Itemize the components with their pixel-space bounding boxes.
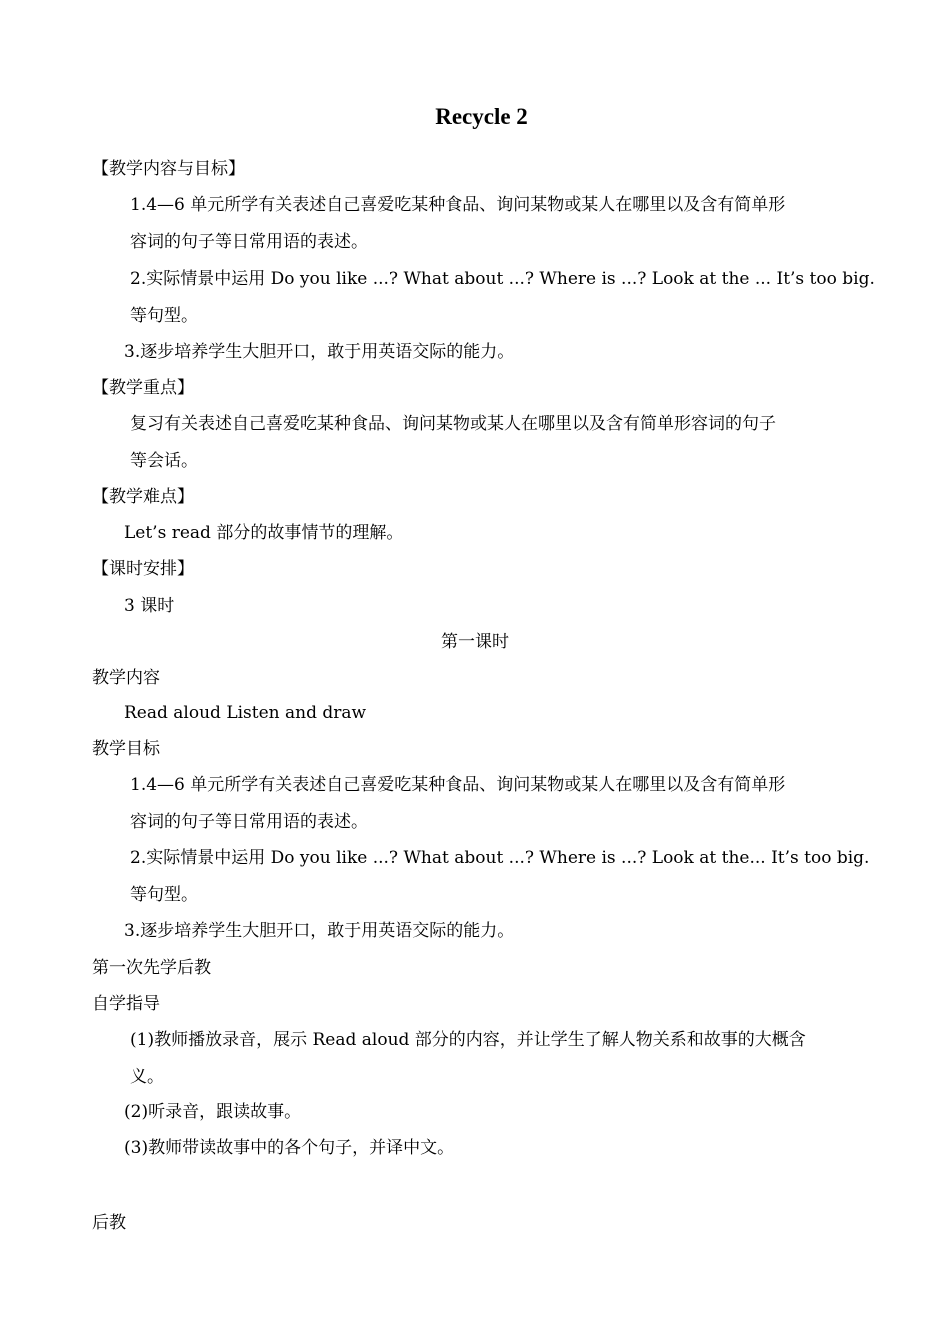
section-heading-key-points: 【教学重点】: [92, 378, 194, 398]
section-heading-difficulties: 【教学难点】: [92, 487, 194, 507]
goal-3: 3.逐步培养学生大胆开口，敢于用英语交际的能力。: [124, 342, 515, 362]
after-teach-label: 后教: [92, 1213, 126, 1233]
section-heading-content-goals: 【教学内容与目标】: [92, 159, 245, 179]
difficulties-line-1: Let’s read 部分的故事情节的理解。: [124, 523, 404, 543]
goal-2-line-2: 等句型。: [130, 306, 198, 326]
goal-1-line-1: 1.4—6 单元所学有关表述自己喜爱吃某种食品、询问某物或某人在哪里以及含有简单形: [130, 195, 786, 215]
section-heading-schedule: 【课时安排】: [92, 559, 194, 579]
lesson-goal-2-line-1: 2.实际情景中运用 Do you like ...? What about ...? Where is ...? Look at the... It’s too big.: [130, 848, 870, 868]
lesson-1-heading: 第一课时: [441, 632, 509, 652]
lesson-goal-1-line-1: 1.4—6 单元所学有关表述自己喜爱吃某种食品、询问某物或某人在哪里以及含有简单形: [130, 775, 786, 795]
lesson-goal-3: 3.逐步培养学生大胆开口，敢于用英语交际的能力。: [124, 921, 515, 941]
step-1-line-2: 义。: [130, 1067, 164, 1087]
lesson-goal-1-line-2: 容词的句子等日常用语的表述。: [130, 812, 368, 832]
teaching-content-label: 教学内容: [92, 668, 160, 688]
step-1-line-1: (1)教师播放录音，展示 Read aloud 部分的内容，并让学生了解人物关系和故事的大概含: [130, 1030, 806, 1050]
self-study-label: 自学指导: [92, 994, 160, 1014]
lesson-goal-2-line-2: 等句型。: [130, 885, 198, 905]
document-title: Recycle 2: [435, 104, 528, 129]
key-points-line-1: 复习有关表述自己喜爱吃某种食品、询问某物或某人在哪里以及含有简单形容词的句子: [130, 414, 776, 434]
teaching-goals-label: 教学目标: [92, 739, 160, 759]
schedule-line-1: 3 课时: [124, 596, 175, 616]
teaching-content-text: Read aloud Listen and draw: [124, 703, 367, 723]
step-2: (2)听录音，跟读故事。: [124, 1102, 302, 1122]
key-points-line-2: 等会话。: [130, 451, 198, 471]
goal-2-line-1: 2.实际情景中运用 Do you like ...? What about ...? Where is ...? Look at the ... It’s too big.: [130, 269, 875, 289]
step-3: (3)教师带读故事中的各个句子，并译中文。: [124, 1138, 455, 1158]
first-learn-teach-label: 第一次先学后教: [92, 958, 211, 978]
goal-1-line-2: 容词的句子等日常用语的表述。: [130, 232, 368, 252]
